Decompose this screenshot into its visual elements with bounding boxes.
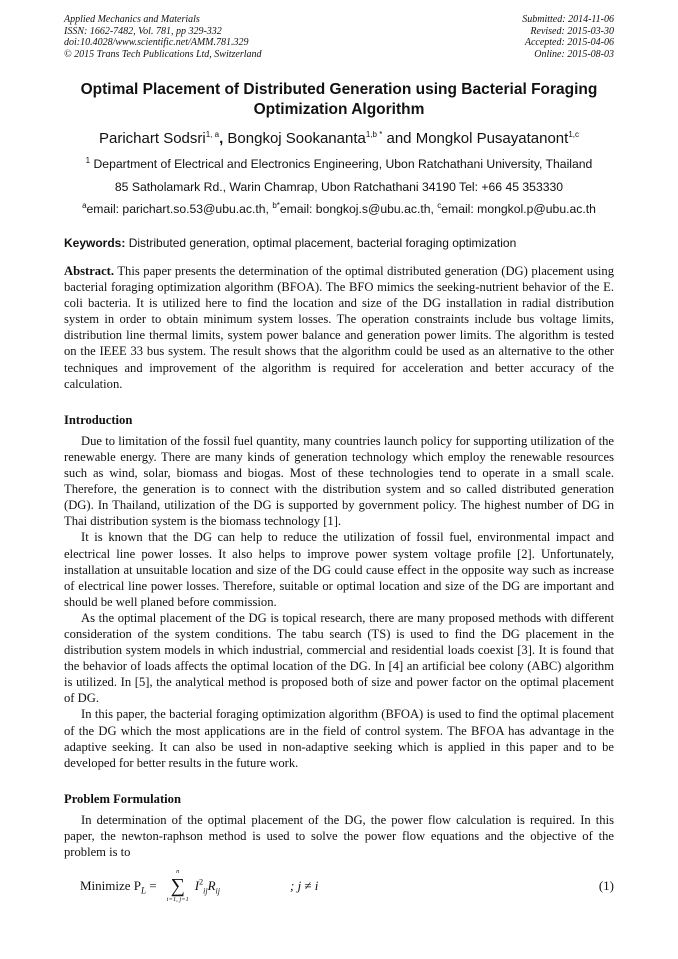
issn: ISSN: 1662-7482, Vol. 781, pp 329-332: [64, 25, 222, 37]
author-sup: 1, a: [205, 130, 220, 139]
problem-section: [64, 791, 614, 904]
author-name: Mongkol Pusayatanont: [415, 130, 569, 147]
email: email: bongkoj.s@ubu.ac.th,: [279, 202, 438, 216]
email-sup: a: [82, 200, 87, 210]
author-sup: 1,b *: [365, 130, 383, 139]
affil-sup: 1: [85, 155, 91, 165]
journal-name: Applied Mechanics and Materials: [64, 14, 200, 25]
abstract-label: Abstract.: [64, 264, 115, 278]
keywords-label: Keywords:: [64, 236, 126, 250]
authors: [0, 130, 678, 148]
affil-text: Department of Electrical and Electronics Engineering, Ubon Ratchathani University, Thailand: [90, 157, 593, 171]
eq-sum-block: [167, 868, 189, 904]
paragraph: In determination of the optimal placement of the DG, the power flow calculation is required. In this paper, the newton-raphson method is used to solve the power flow equations and the objective of the problem is to: [64, 812, 614, 860]
eq-resistance: R: [207, 878, 216, 894]
journal-info: [64, 14, 262, 60]
eq-lhs-sub: L: [141, 885, 147, 896]
doi: doi:10.4028/www.scientific.net/AMM.781.329: [64, 37, 249, 48]
author-name: Bongkoj Sookananta: [227, 130, 366, 147]
copyright: © 2015 Trans Tech Publications Ltd, Switzerland: [64, 48, 262, 60]
introduction-section: [64, 412, 614, 771]
eq-number: (1): [598, 878, 614, 894]
online-date: Online: 2015-08-03: [534, 48, 614, 60]
author-sep: ,: [219, 130, 228, 147]
eq-condition: ; j ≠ i: [289, 878, 319, 894]
email: email: mongkol.p@ubu.ac.th: [441, 202, 596, 216]
paragraph: Due to limitation of the fossil fuel quantity, many countries launch policy for supporting utilization of the renewable energy. There are many kinds of generation technology which employ the renewable resources such as wind, solar, biomass and biogas. Most of these technologies tend to operate in a small scale. Therefore, the generation is to connect with the distribution system and so called distributed generation (DG). In Thailand, utilization of the DG is supported by government policy. The highest number of DG in Thai distribution system is the biomass technology [1].: [64, 433, 614, 529]
keywords: [64, 236, 516, 251]
eq-upper-limit: n: [176, 868, 180, 876]
paragraph: As the optimal placement of the DG is topical research, there are many proposed methods with different consideration of the system conditions. The tabu search (TS) is used to find the DG placement in the distribution system models in which industrial, commercial and residential loads coexist [3]. It is found that the behavior of loads affects the optimal location of the DG. In [4] an artificial bee colony (ABC) algorithm is utilized. In [5], the analytical method is proposed both of size and power factor on the optimal placement of DG.: [64, 610, 614, 706]
eq-lhs-group: [80, 878, 157, 894]
submitted-date: Submitted: 2014-11-06: [522, 14, 614, 25]
equation-1: [80, 868, 614, 904]
paper-body: [64, 263, 614, 904]
email-sup: c: [437, 200, 442, 210]
abstract-text: This paper presents the determination of the optimal distributed generation (DG) placement using bacterial foraging optimization algorithm (BFOA). The BFO mimics the seeking-nutrient behavior of the E. coli bacteria. It is utilized here to find the location and size of the DG installation in radial distribution system in order to obtain minimum system losses. The operation constraints include bus voltage limits, distribution line thermal limits, system power balance and generation power limits. The algorithm is tested on the IEEE 33 bus system. The result shows that the algorithm could be used as an alternative to the other techniques and improvement of the algorithm is required for acceleration and better accuracy of the calculation.: [64, 264, 614, 391]
eq-current: I: [194, 878, 200, 894]
author-name: Parichart Sodsri: [99, 130, 206, 147]
eq-term: [195, 878, 220, 894]
revised-date: Revised: 2015-03-30: [530, 25, 614, 37]
affiliation: [0, 157, 678, 172]
eq-lower-limit: i=1, j=1: [166, 896, 189, 904]
eq-sub: ij: [203, 886, 208, 896]
author-sep: and: [382, 130, 416, 147]
email: email: parichart.so.53@ubu.ac.th,: [86, 202, 273, 216]
address: 85 Satholamark Rd., Warin Chamrap, Ubon Ratchathani 34190 Tel: +66 45 353330: [114, 180, 564, 194]
abstract: [64, 263, 614, 392]
sum-symbol-icon: ∑: [170, 875, 185, 898]
section-heading: Introduction: [64, 412, 133, 427]
eq-lhs: Minimize P: [80, 878, 142, 894]
keywords-text: Distributed generation, optimal placement, bacterial foraging optimization: [125, 236, 517, 250]
paragraph: In this paper, the bacterial foraging optimization algorithm (BFOA) is used to find the optimal placement of the DG which the most applications are in the field of control system. The BFOA has advantage in the adaptive seeking. It can also be used in non-adaptive seeking which is applied in this paper and to be developed for better results in the future work.: [64, 707, 614, 770]
accepted-date: Accepted: 2015-04-06: [524, 37, 614, 48]
paper-title: Optimal Placement of Distributed Generation using Bacterial Foraging Optimization Algorithm: [80, 81, 598, 118]
paragraph: It is known that the DG can help to reduce the utilization of fossil fuel, environmental impact and electrical line power losses. It also helps to improve power system voltage profile [2]. Unfortunately, installation at unsuitable location and size of the DG could cause effect in the opposite way such as increase of electrical line power losses. Therefore, suitable or optimal location and size of the DG are important and should be well planed before commission.: [64, 530, 614, 609]
dates-info: [522, 14, 614, 60]
eq-sign: =: [146, 878, 157, 894]
eq-sup: 2: [199, 877, 204, 887]
email-sup: b*: [272, 200, 280, 210]
eq-sub: ij: [215, 886, 220, 896]
author-sup: 1,c: [568, 130, 579, 139]
section-heading: Problem Formulation: [64, 791, 181, 806]
emails: [0, 202, 678, 217]
